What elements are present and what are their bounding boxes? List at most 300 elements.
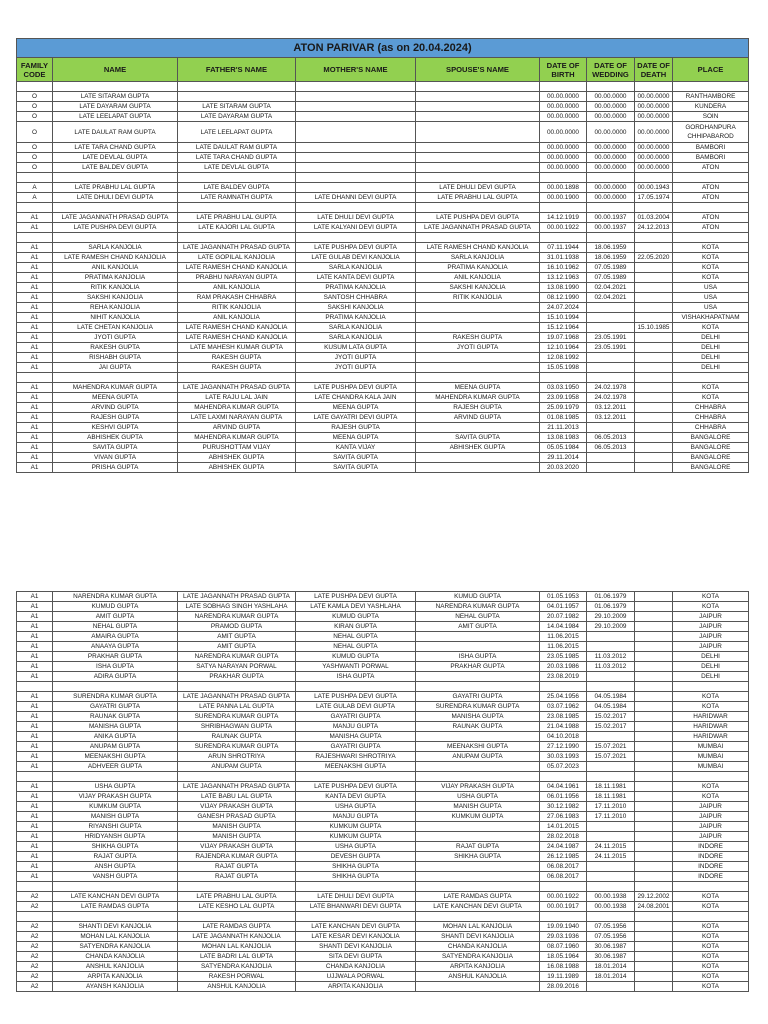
table-cell: 18.06.1959 <box>587 253 635 263</box>
empty-cell <box>587 772 635 782</box>
table-cell <box>635 762 673 772</box>
table-cell <box>296 112 416 122</box>
table-cell: JYOTI GUPTA <box>296 353 416 363</box>
table-title-row <box>17 39 749 58</box>
table-cell: 12.08.1992 <box>540 353 587 363</box>
table-cell: 15.07.2021 <box>587 752 635 762</box>
empty-cell <box>17 203 53 213</box>
family-table-top <box>16 38 749 473</box>
table-cell <box>635 303 673 313</box>
table-cell: 29.10.2009 <box>587 612 635 622</box>
table-cell: 00.00.1937 <box>587 213 635 223</box>
table-cell: ANIL KANJOLIA <box>53 263 178 273</box>
table-cell: A1 <box>17 802 53 812</box>
empty-cell <box>296 173 416 183</box>
table-cell <box>635 802 673 812</box>
table-cell: 13.08.1990 <box>540 283 587 293</box>
table-row <box>17 153 749 163</box>
column-header: DATE OF WEDDING <box>587 58 635 82</box>
table-cell <box>635 652 673 662</box>
table-cell: A1 <box>17 842 53 852</box>
table-cell: MOHAN LAL KANJOLIA <box>416 922 540 932</box>
table-cell: JAI GUPTA <box>53 363 178 373</box>
table-cell: SHIKHA GUPTA <box>416 852 540 862</box>
table-cell: 18.05.1964 <box>540 952 587 962</box>
table-row <box>17 423 749 433</box>
table-cell: 21.11.2013 <box>540 423 587 433</box>
table-cell: KOTA <box>673 922 749 932</box>
table-cell: 18.11.1981 <box>587 782 635 792</box>
table-row <box>17 942 749 952</box>
table-cell <box>416 642 540 652</box>
table-cell: SITA DEVI GUPTA <box>296 952 416 962</box>
empty-cell <box>17 912 53 922</box>
table-cell: CHANDA KANJOLIA <box>416 942 540 952</box>
table-cell <box>635 672 673 682</box>
empty-cell <box>635 373 673 383</box>
column-header: DATE OF BIRTH <box>540 58 587 82</box>
table-cell: JAIPUR <box>673 642 749 652</box>
table-cell: LATE KANCHAN DEVI GUPTA <box>296 922 416 932</box>
table-cell: KOTA <box>673 323 749 333</box>
table-cell: 16.10.1962 <box>540 263 587 273</box>
table-cell <box>635 413 673 423</box>
table-cell: KIRAN GUPTA <box>296 622 416 632</box>
table-cell: LATE JAGANNATH PRASAD GUPTA <box>178 692 296 702</box>
table-cell: RAJAT GUPTA <box>416 842 540 852</box>
table-cell: 04.05.1984 <box>587 702 635 712</box>
table-cell: SANTOSH CHHABRA <box>296 293 416 303</box>
table-cell: LATE DAULAT RAM GUPTA <box>178 143 296 153</box>
table-cell: A1 <box>17 742 53 752</box>
table-cell: CHANDA KANJOLIA <box>53 952 178 962</box>
table-cell: ISHA GUPTA <box>296 672 416 682</box>
table-cell: 15.05.1998 <box>540 363 587 373</box>
table-cell: LATE RAMDAS GUPTA <box>178 922 296 932</box>
table-cell: MANJU GUPTA <box>296 812 416 822</box>
table-row <box>17 612 749 622</box>
table-cell: KOTA <box>673 702 749 712</box>
table-row <box>17 433 749 443</box>
empty-cell <box>587 912 635 922</box>
table-cell: BANGALORE <box>673 453 749 463</box>
table-cell: BAMBORI <box>673 143 749 153</box>
table-cell: A1 <box>17 363 53 373</box>
table-cell <box>635 343 673 353</box>
table-cell: JAIPUR <box>673 802 749 812</box>
empty-cell <box>296 233 416 243</box>
table-cell: NARENDRA KUMAR GUPTA <box>178 612 296 622</box>
table-cell: 25.09.1979 <box>540 403 587 413</box>
table-cell: NEHAL GUPTA <box>296 632 416 642</box>
table-cell: 30.06.1987 <box>587 952 635 962</box>
table-cell: 23.09.1958 <box>540 393 587 403</box>
table-cell: PRATIMA KANJOLIA <box>416 263 540 273</box>
column-header: PLACE <box>673 58 749 82</box>
table-row <box>17 702 749 712</box>
table-cell: LATE PUSHPA DEVI GUPTA <box>296 782 416 792</box>
table-cell: 00.00.0000 <box>587 193 635 203</box>
table-cell <box>635 732 673 742</box>
table-cell: A2 <box>17 902 53 912</box>
table-cell: BANGALORE <box>673 443 749 453</box>
table-cell: 23.05.1991 <box>587 343 635 353</box>
table-cell <box>635 752 673 762</box>
table-cell: RAJAT GUPTA <box>178 872 296 882</box>
table-row <box>17 293 749 303</box>
table-cell: LATE RAMDAS GUPTA <box>53 902 178 912</box>
table-cell: A1 <box>17 762 53 772</box>
table-cell <box>587 832 635 842</box>
empty-cell <box>17 882 53 892</box>
table-cell: MANISH GUPTA <box>178 822 296 832</box>
table-cell <box>635 842 673 852</box>
empty-cell <box>53 233 178 243</box>
table-cell <box>635 952 673 962</box>
table-cell: USHA GUPTA <box>296 802 416 812</box>
table-cell: 16.08.1988 <box>540 962 587 972</box>
table-cell: 00.00.1937 <box>587 223 635 233</box>
table-cell: 15.02.2017 <box>587 712 635 722</box>
table-cell: UJJWALA PORWAL <box>296 972 416 982</box>
empty-cell <box>673 912 749 922</box>
table-cell: 00.00.0000 <box>540 163 587 173</box>
table-cell: LATE RAMESH CHAND KANJOLIA <box>53 253 178 263</box>
empty-cell <box>178 82 296 92</box>
table-cell: ANSH GUPTA <box>53 862 178 872</box>
table-cell: RITIK KANJOLIA <box>53 283 178 293</box>
table-cell: NIHIT KANJOLIA <box>53 313 178 323</box>
table-cell: MEENAKSHI GUPTA <box>416 742 540 752</box>
table-cell: A1 <box>17 792 53 802</box>
table-cell: SURENDRA KUMAR GUPTA <box>178 742 296 752</box>
table-cell: 21.04.1988 <box>540 722 587 732</box>
table-cell: PRISHA GUPTA <box>53 463 178 473</box>
table-cell: LATE RAMDAS GUPTA <box>416 892 540 902</box>
table-row <box>17 822 749 832</box>
table-cell <box>635 273 673 283</box>
table-row <box>17 313 749 323</box>
empty-cell <box>416 373 540 383</box>
table-cell: KUMKUM GUPTA <box>416 812 540 822</box>
table-cell: 01.03.2004 <box>635 213 673 223</box>
table-cell: PRATIMA KANJOLIA <box>53 273 178 283</box>
empty-cell <box>416 772 540 782</box>
table-cell: DEVESH GUPTA <box>296 852 416 862</box>
table-row <box>17 122 749 143</box>
table-cell: LATE BALDEV GUPTA <box>53 163 178 173</box>
table-cell: ARVIND GUPTA <box>416 413 540 423</box>
empty-cell <box>540 203 587 213</box>
table-cell: 00.00.0000 <box>587 122 635 143</box>
table-cell: A2 <box>17 962 53 972</box>
table-cell <box>635 333 673 343</box>
table-cell <box>416 872 540 882</box>
table-cell: KOTA <box>673 273 749 283</box>
table-cell: SURENDRA KUMAR GUPTA <box>416 702 540 712</box>
table-row <box>17 792 749 802</box>
empty-cell <box>53 203 178 213</box>
table-cell: SURENDRA KUMAR GUPTA <box>178 712 296 722</box>
empty-cell <box>587 882 635 892</box>
table-row <box>17 972 749 982</box>
table-cell: LATE JAGANNATH PRASAD GUPTA <box>178 383 296 393</box>
table-cell <box>635 632 673 642</box>
table-row <box>17 622 749 632</box>
table-cell: 00.00.0000 <box>587 183 635 193</box>
empty-cell <box>53 682 178 692</box>
table-cell: LATE PRABHU LAL GUPTA <box>178 892 296 902</box>
table-cell <box>635 662 673 672</box>
table-cell: LATE DHULI DEVI GUPTA <box>53 193 178 203</box>
table-cell: A1 <box>17 782 53 792</box>
table-cell: 17.11.2010 <box>587 802 635 812</box>
table-cell: 11.06.2015 <box>540 632 587 642</box>
empty-cell <box>587 233 635 243</box>
table-cell: A2 <box>17 922 53 932</box>
table-cell: JAIPUR <box>673 622 749 632</box>
table-cell: LATE DHULI DEVI GUPTA <box>296 892 416 902</box>
table-cell: 29.10.2009 <box>587 622 635 632</box>
table-cell: ATON <box>673 163 749 173</box>
table-cell: GAYATRI GUPTA <box>416 692 540 702</box>
table-cell <box>587 862 635 872</box>
table-cell: A1 <box>17 413 53 423</box>
table-cell: ABHISHEK GUPTA <box>416 443 540 453</box>
table-cell <box>416 313 540 323</box>
table-cell: LATE CHETAN KANJOLIA <box>53 323 178 333</box>
table-cell: 04.05.1984 <box>587 692 635 702</box>
table-cell: LATE KANTA DEVI GUPTA <box>296 273 416 283</box>
table-cell <box>416 303 540 313</box>
table-cell <box>587 982 635 992</box>
table-cell: 06.05.2013 <box>587 443 635 453</box>
table-cell: LATE KALYANI DEVI GUPTA <box>296 223 416 233</box>
table-cell: SATYENDRA KANJOLIA <box>178 962 296 972</box>
table-cell: A1 <box>17 333 53 343</box>
table-cell: 00.00.0000 <box>635 143 673 153</box>
table-cell: SAVITA GUPTA <box>416 433 540 443</box>
table-cell: 18.01.2014 <box>587 972 635 982</box>
table-cell: 11.03.2012 <box>587 652 635 662</box>
table-row <box>17 183 749 193</box>
empty-cell <box>673 82 749 92</box>
table-cell: LATE BABU LAL GUPTA <box>178 792 296 802</box>
table-cell: LATE CHANDRA KALA JAIN <box>296 393 416 403</box>
table-row <box>17 363 749 373</box>
table-cell: JYOTI GUPTA <box>416 343 540 353</box>
empty-cell <box>53 882 178 892</box>
table-cell <box>416 762 540 772</box>
table-cell: 23.08.2019 <box>540 672 587 682</box>
table-cell <box>587 463 635 473</box>
table-cell: A <box>17 183 53 193</box>
table-row <box>17 213 749 223</box>
table-cell: LATE BALDEV GUPTA <box>178 183 296 193</box>
table-cell <box>587 363 635 373</box>
table-cell: KOTA <box>673 942 749 952</box>
table-cell: ISHA GUPTA <box>416 652 540 662</box>
table-cell: GAYATRI GUPTA <box>53 702 178 712</box>
table-cell: VANSH GUPTA <box>53 872 178 882</box>
table-cell: MEENA GUPTA <box>53 393 178 403</box>
table-cell: HARIDWAR <box>673 732 749 742</box>
table-cell: 30.03.1993 <box>540 752 587 762</box>
table-cell: 30.06.1987 <box>587 942 635 952</box>
table-cell: 28.02.2018 <box>540 832 587 842</box>
table-cell: ADHVEER GUPTA <box>53 762 178 772</box>
table-cell: LATE PUSHPA DEVI GUPTA <box>296 692 416 702</box>
table-cell <box>635 962 673 972</box>
table-cell: CHHABRA <box>673 423 749 433</box>
table-cell: ATON <box>673 213 749 223</box>
table-cell <box>416 153 540 163</box>
table-cell: 31.01.1938 <box>540 253 587 263</box>
table-cell <box>635 403 673 413</box>
table-cell: LATE RAMESH CHAND KANJOLIA <box>178 263 296 273</box>
table-cell: A1 <box>17 732 53 742</box>
table-cell: A1 <box>17 393 53 403</box>
spacer-row <box>17 912 749 922</box>
table-cell: PURUSHOTTAM VIJAY <box>178 443 296 453</box>
table-cell: LATE TARA CHAND GUPTA <box>178 153 296 163</box>
empty-cell <box>53 173 178 183</box>
column-header-row <box>17 58 749 82</box>
family-table-bottom <box>16 591 749 992</box>
table-cell: KANTA DEVI GUPTA <box>296 792 416 802</box>
table-cell: RAM PRAKASH CHHABRA <box>178 293 296 303</box>
table-cell: A2 <box>17 932 53 942</box>
table-cell: SHIKHA GUPTA <box>296 862 416 872</box>
table-cell: LATE JAGANNATH PRASAD GUPTA <box>178 243 296 253</box>
table-cell: AMIT GUPTA <box>178 642 296 652</box>
table-cell: YASHWANTI PORWAL <box>296 662 416 672</box>
table-row <box>17 253 749 263</box>
table-cell <box>635 393 673 403</box>
table-cell: LATE RAMESH CHAND KANJOLIA <box>178 333 296 343</box>
table-cell <box>416 453 540 463</box>
table-cell: 04.01.1957 <box>540 602 587 612</box>
table-cell: DELHI <box>673 662 749 672</box>
table-cell: RAJESH GUPTA <box>416 403 540 413</box>
empty-cell <box>53 373 178 383</box>
table-cell: 00.00.1922 <box>540 223 587 233</box>
table-cell: 24.11.2015 <box>587 852 635 862</box>
table-cell: LATE PUSHPA DEVI GUPTA <box>296 383 416 393</box>
table-cell: A2 <box>17 972 53 982</box>
column-header: MOTHER'S NAME <box>296 58 416 82</box>
table-cell: 20.03.2020 <box>540 463 587 473</box>
table-cell: RAKESH GUPTA <box>178 353 296 363</box>
table-row <box>17 842 749 852</box>
table-cell: A1 <box>17 433 53 443</box>
table-cell: ARPITA KANJOLIA <box>53 972 178 982</box>
table-cell: ABHISHEK GUPTA <box>178 453 296 463</box>
table-cell: A1 <box>17 692 53 702</box>
table-cell: 08.07.1960 <box>540 942 587 952</box>
empty-cell <box>296 682 416 692</box>
table-cell: AMIT GUPTA <box>53 612 178 622</box>
table-cell: A1 <box>17 463 53 473</box>
empty-cell <box>53 912 178 922</box>
table-cell: LATE JAGANNATH PRASAD GUPTA <box>178 782 296 792</box>
table-cell <box>635 612 673 622</box>
empty-cell <box>635 173 673 183</box>
table-cell <box>587 453 635 463</box>
table-cell: LATE JAGANNATH PRASAD GUPTA <box>178 592 296 602</box>
table-row <box>17 902 749 912</box>
table-cell: KOTA <box>673 602 749 612</box>
table-cell <box>635 283 673 293</box>
table-cell: KESHVI GUPTA <box>53 423 178 433</box>
table-cell: 00.00.0000 <box>635 112 673 122</box>
column-header: DATE OF DEATH <box>635 58 673 82</box>
table-cell: A1 <box>17 752 53 762</box>
table-cell: A1 <box>17 293 53 303</box>
table-cell: MOHAN LAL KANJOLIA <box>178 942 296 952</box>
table-row <box>17 602 749 612</box>
empty-cell <box>416 203 540 213</box>
table-cell: 00.00.0000 <box>635 102 673 112</box>
empty-cell <box>178 233 296 243</box>
table-cell: 00.00.1938 <box>587 902 635 912</box>
table-cell: NARENDRA KUMAR GUPTA <box>416 602 540 612</box>
empty-cell <box>178 203 296 213</box>
table-cell: SHANTI DEVI KANJOLIA <box>53 922 178 932</box>
table-cell: KOTA <box>673 892 749 902</box>
table-cell: A1 <box>17 662 53 672</box>
table-cell: KOTA <box>673 782 749 792</box>
table-cell: A <box>17 193 53 203</box>
table-cell <box>416 112 540 122</box>
table-cell: LATE KAJORI LAL GUPTA <box>178 223 296 233</box>
table-cell <box>416 122 540 143</box>
empty-cell <box>540 882 587 892</box>
table-row <box>17 333 749 343</box>
table-cell <box>635 932 673 942</box>
table-cell: 00.00.0000 <box>540 143 587 153</box>
table-cell: BANGALORE <box>673 463 749 473</box>
table-cell: A2 <box>17 892 53 902</box>
table-cell: MEENA GUPTA <box>296 433 416 443</box>
table-cell: LATE RAMNATH GUPTA <box>178 193 296 203</box>
table-cell: LATE DEVLAL GUPTA <box>178 163 296 173</box>
table-row <box>17 383 749 393</box>
empty-cell <box>178 373 296 383</box>
table-cell: ANSHUL KANJOLIA <box>53 962 178 972</box>
table-cell: 30.12.1982 <box>540 802 587 812</box>
table-cell: KOTA <box>673 383 749 393</box>
table-cell <box>416 822 540 832</box>
table-cell <box>416 92 540 102</box>
table-cell: DELHI <box>673 353 749 363</box>
table-cell: 15.10.1985 <box>635 323 673 333</box>
table-cell: SOIN <box>673 112 749 122</box>
table-cell: ANIL KANJOLIA <box>416 273 540 283</box>
table-row <box>17 712 749 722</box>
table-cell: BANGALORE <box>673 433 749 443</box>
table-cell <box>416 862 540 872</box>
table-cell <box>587 323 635 333</box>
table-row <box>17 642 749 652</box>
table-cell: 23.05.1985 <box>540 652 587 662</box>
table-cell <box>416 323 540 333</box>
table-cell: A2 <box>17 952 53 962</box>
table-cell: 00.00.1943 <box>635 183 673 193</box>
table-row <box>17 802 749 812</box>
table-cell: NARENDRA KUMAR GUPTA <box>178 652 296 662</box>
table-cell: RAKESH GUPTA <box>416 333 540 343</box>
